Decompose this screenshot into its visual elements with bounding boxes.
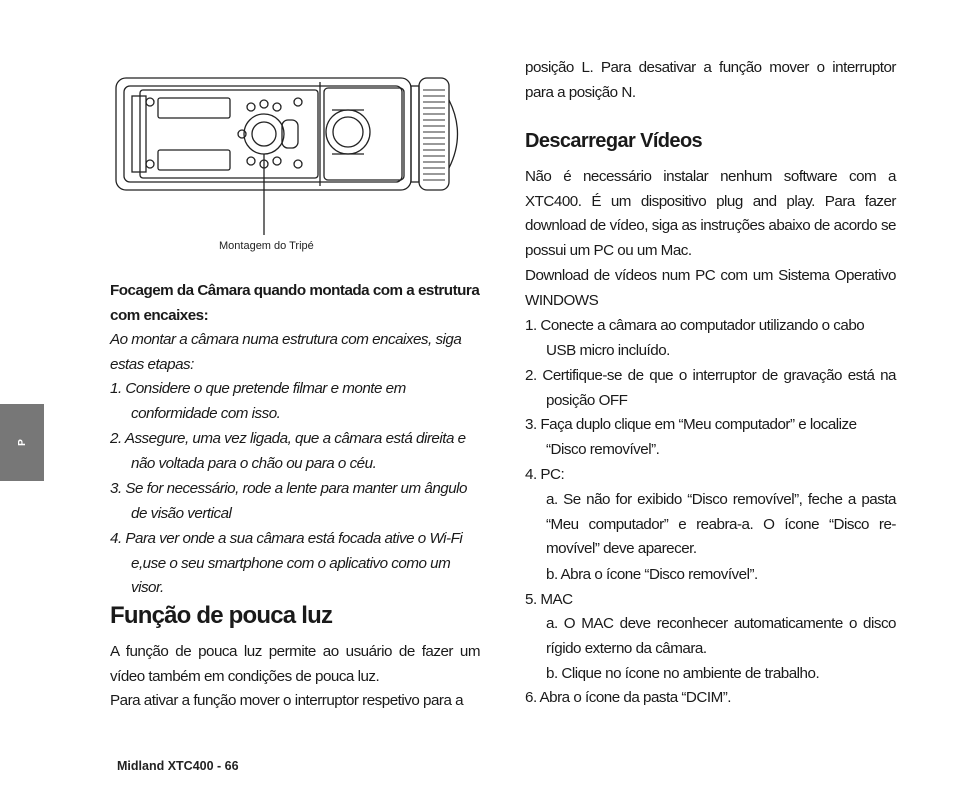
download-step-5: 5. MAC xyxy=(525,591,573,608)
download-step-1: 1. Conecte a câmara ao computador utilizando o cabo USB micro incluído. xyxy=(525,317,865,359)
focus-heading: Focagem da Câmara quando montada com a estrutura com encaixes: xyxy=(110,282,480,324)
lowlight-heading: Função de pouca luz xyxy=(110,602,333,629)
download-paragraph-1: Não é necessário instalar nenhum software com a XTC400. É um dispositivo plug and play. Para fazer download de vídeo, siga as instruções abaixo de acordo se possui um PC ou um Mac. xyxy=(525,168,896,259)
download-step-4a: a. Se não for exibido “Disco removível”, feche a pasta “Meu computador” e reabra-a. O ícone “Disco re-movível” deve aparecer. xyxy=(546,491,896,558)
focus-step-1: 1. Considere o que pretende filmar e monte em conformidade com isso. xyxy=(110,380,406,422)
download-step-2: 2. Certifique-se de que o interruptor de gravação está na posição OFF xyxy=(525,367,896,409)
focus-step-4: 4. Para ver onde a sua câmara está focada ative o Wi-Fi e,use o seu smartphone com o aplicativo como um visor. xyxy=(110,530,463,597)
download-step-5a: a. O MAC deve reconhecer automaticamente o disco rígido externo da câmara. xyxy=(546,615,896,657)
download-step-4b: b. Abra o ícone “Disco removível”. xyxy=(546,566,758,583)
download-step-6: 6. Abra o ícone da pasta “DCIM”. xyxy=(525,689,732,706)
lowlight-paragraph-2: Para ativar a função mover o interruptor respetivo para a xyxy=(110,692,464,709)
figure-caption: Montagem do Tripé xyxy=(219,240,314,252)
download-step-5b: b. Clique no ícone no ambiente de trabalho. xyxy=(546,665,820,682)
focus-step-3: 3. Se for necessário, rode a lente para manter um ângulo de visão vertical xyxy=(110,480,467,522)
lowlight-paragraph-1: A função de pouca luz permite ao usuário de fazer um vídeo também em condições de pouca luz. xyxy=(110,643,480,685)
side-tab-label: P xyxy=(16,439,28,446)
download-heading: Descarregar Vídeos xyxy=(525,130,703,152)
page-footer: Midland XTC400 - 66 xyxy=(117,759,239,773)
focus-step-2: 2. Assegure, uma vez ligada, que a câmara está direita e não voltada para o chão ou para o céu. xyxy=(110,430,466,472)
language-side-tab xyxy=(0,404,44,481)
lowlight-continuation: posição L. Para desativar a função mover o interruptor para a posição N. xyxy=(525,59,896,101)
download-step-3: 3. Faça duplo clique em “Meu computador” e localize “Disco removível”. xyxy=(525,416,857,458)
download-paragraph-2: Download de vídeos num PC com um Sistema Operativo WINDOWS xyxy=(525,267,896,309)
download-step-4: 4. PC: xyxy=(525,466,565,483)
camera-tripod-mount-illustration xyxy=(110,70,470,240)
focus-intro: Ao montar a câmara numa estrutura com encaixes, siga estas etapas: xyxy=(110,331,462,373)
